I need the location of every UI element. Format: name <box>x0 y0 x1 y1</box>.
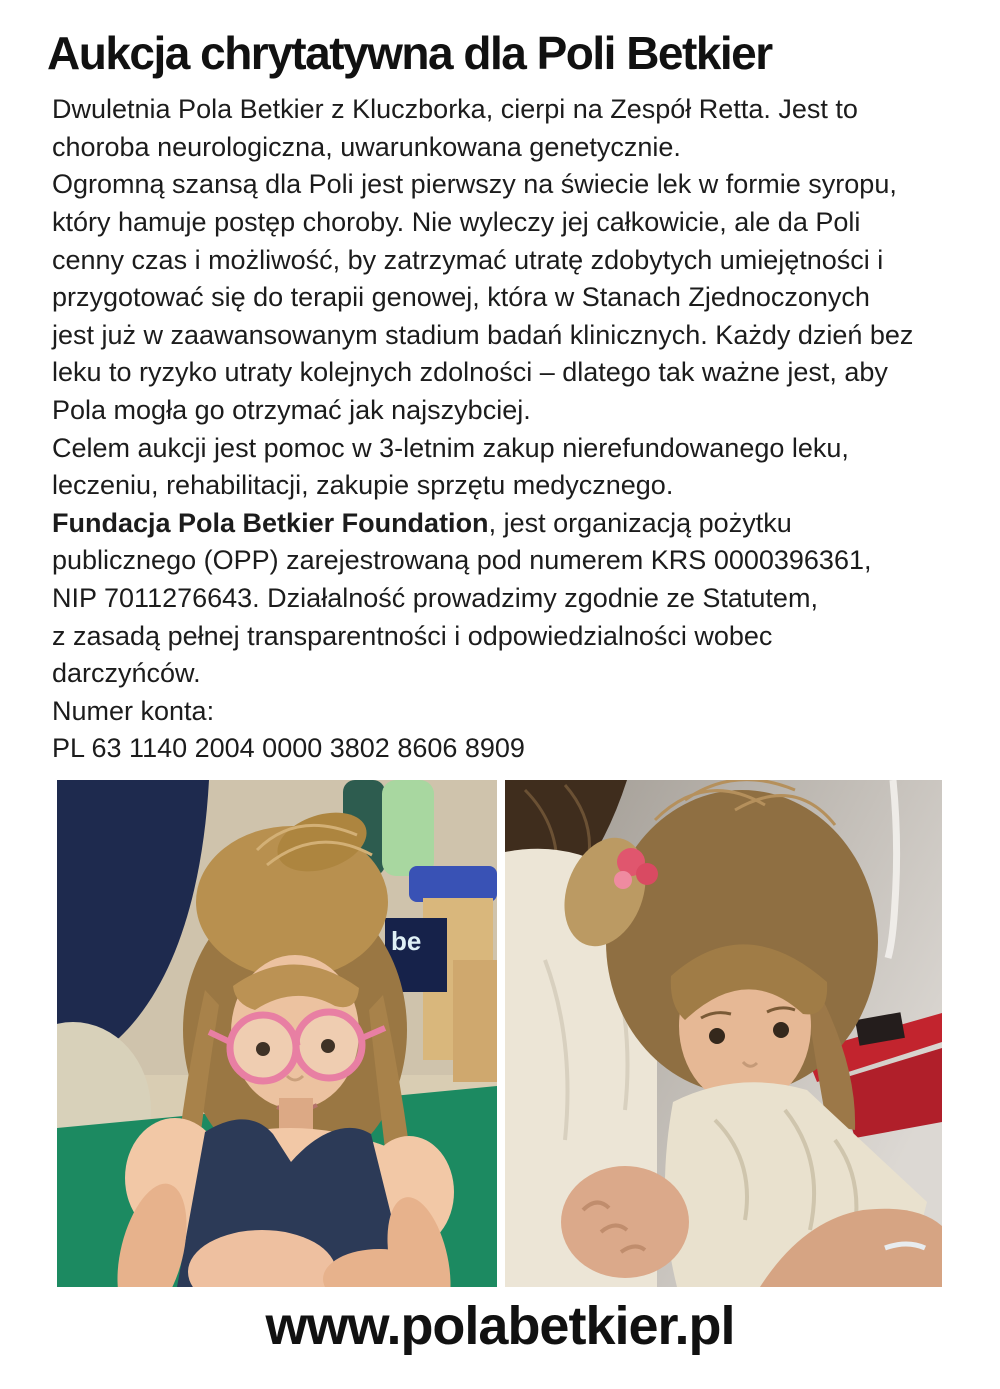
foundation-line-rest: , jest organizacją pożytku <box>488 507 792 538</box>
body-text-line: leczeniu, rehabilitacji, zakupie sprzętu medycznego. <box>52 470 674 501</box>
eye-left <box>256 1042 270 1056</box>
body-text-line: leku to ryzyko utraty kolejnych zdolności – dlatego tak ważne jest, aby <box>52 357 888 388</box>
body-text-line: z zasadą pełnej transparentności i odpowiedzialności wobec <box>52 620 773 651</box>
neck <box>279 1098 313 1132</box>
foundation-line <box>52 505 960 543</box>
photo-left-illustration <box>57 780 497 1287</box>
photo-right-illustration <box>505 780 942 1287</box>
account-number: PL 63 1140 2004 0000 3802 8606 8909 <box>52 733 525 764</box>
body-text-line: Dwuletnia Pola Betkier z Kluczborka, cierpi na Zespół Retta. Jest to <box>52 94 858 125</box>
body-text-line: Ogromną szansą dla Poli jest pierwszy na świecie lek w formie syropu, <box>52 169 897 200</box>
green-roll <box>382 780 434 876</box>
body-text-line: darczyńców. <box>52 658 201 689</box>
body-text-line: NIP 7011276643. Działalność prowadzimy zgodnie ze Statutem, <box>52 582 818 613</box>
body-text-line: publicznego (OPP) zarejestrowaną pod numerem KRS 0000396361, <box>52 545 872 576</box>
website-url: www.polabetkier.pl <box>265 1295 735 1356</box>
body-text-line: choroba neurologiczna, uwarunkowana genetycznie. <box>52 131 681 162</box>
body-text <box>52 91 960 768</box>
body-text-line: przygotować się do terapii genowej, która w Stanach Zjednoczonych <box>52 282 870 313</box>
eye-right <box>321 1039 335 1053</box>
body-text-line: cenny czas i możliwość, by zatrzymać utratę zdobytych umiejętności i <box>52 244 884 275</box>
photo-pola-therapy-room <box>57 780 497 1287</box>
account-label: Numer konta: <box>52 695 215 726</box>
body-text-line: jest już w zaawansowanym stadium badań klinicznych. Każdy dzień bez <box>52 319 914 350</box>
stool-blue-cushion <box>409 866 497 902</box>
foundation-name: Fundacja Pola Betkier Foundation <box>52 507 489 538</box>
girl-fist <box>561 1166 689 1278</box>
body-text-line: który hamuje postęp choroby. Nie wyleczy jej całkowicie, ale da Poli <box>52 206 861 237</box>
stool-wood-side <box>453 960 497 1082</box>
navy-box-text: be <box>391 925 422 956</box>
eye-left <box>709 1028 725 1044</box>
page-title: Aukcja chrytatywna dla Poli Betkier <box>47 27 772 79</box>
eye-right <box>773 1022 789 1038</box>
photo-pola-held-by-adult <box>505 780 942 1287</box>
body-text-line: Celem aukcji jest pomoc w 3-letnim zakup nierefundowanego leku, <box>52 432 849 463</box>
body-text-line: Pola mogła go otrzymać jak najszybciej. <box>52 394 531 425</box>
photo-row <box>57 780 1000 1287</box>
